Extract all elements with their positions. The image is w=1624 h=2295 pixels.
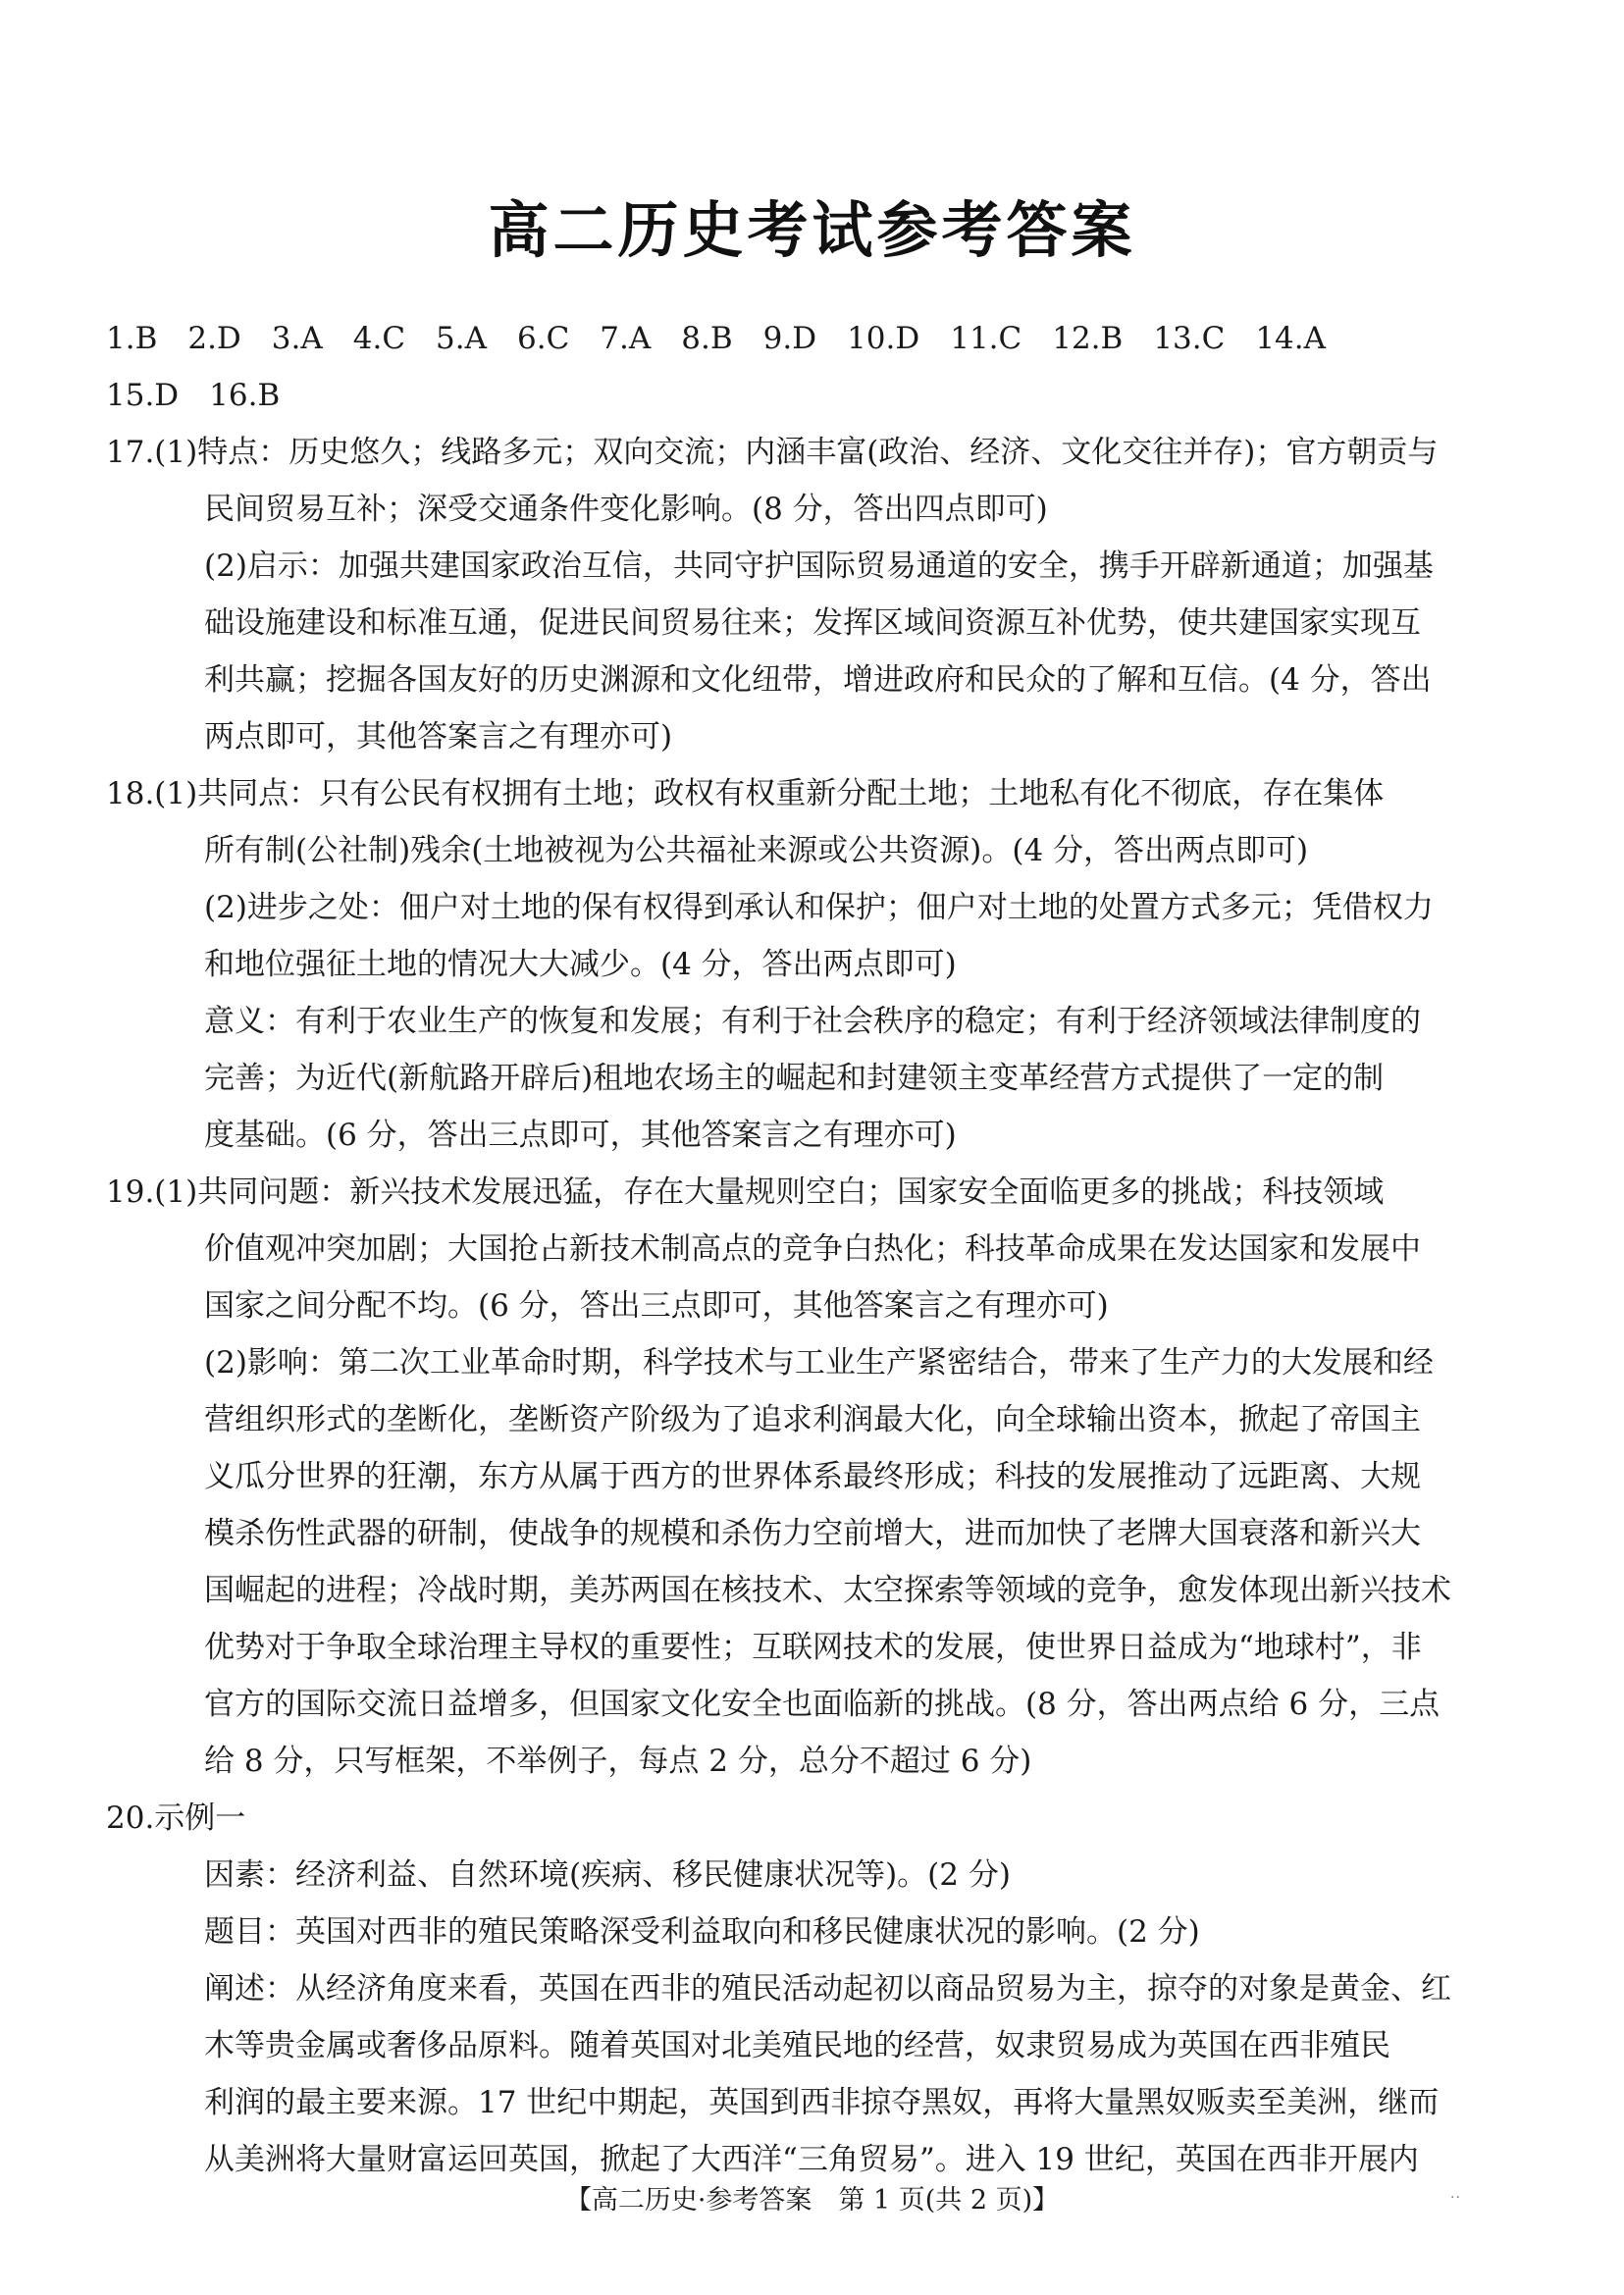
answer-line: 官方的国际交流日益增多，但国家文化安全也面临新的挑战。(8 分，答出两点给 6 分，三点	[204, 1687, 1441, 1722]
answer-line: 础设施建设和标准互通，促进民间贸易往来；发挥区域间资源互补优势，使共建国家实现互	[204, 605, 1421, 641]
answer-line: 18.(1)共同点：只有公民有权拥有土地；政权有权重新分配土地；土地私有化不彻底，存在集体	[106, 776, 1385, 811]
answer-line: 15.D 16.B	[106, 378, 281, 413]
answer-line: 因素：经济利益、自然环境(疾病、移民健康状况等)。(2 分)	[204, 1857, 1011, 1893]
answer-line: 国崛起的进程；冷战时期，美苏两国在核技术、太空探索等领域的竞争，愈发体现出新兴技术	[204, 1573, 1451, 1608]
answer-line: 木等贵金属或奢侈品原料。随着英国对北美殖民地的经营，奴隶贸易成为英国在西非殖民	[204, 2028, 1390, 2063]
answer-line: 两点即可，其他答案言之有理亦可)	[204, 719, 673, 755]
answer-line: 意义：有利于农业生产的恢复和发展；有利于社会秩序的稳定；有利于经济领域法律制度的	[204, 1004, 1421, 1039]
answer-line: 度基础。(6 分，答出三点即可，其他答案言之有理亦可)	[204, 1118, 957, 1153]
answer-line: 所有制(公社制)残余(土地被视为公共福祉来源或公共资源)。(4 分，答出两点即可)	[204, 833, 1309, 868]
answer-line: 民间贸易互补；深受交通条件变化影响。(8 分，答出四点即可)	[204, 492, 1048, 527]
answer-line: 价值观冲突加剧；大国抢占新技术制高点的竞争白热化；科技革命成果在发达国家和发展中	[204, 1231, 1421, 1267]
answer-line: 19.(1)共同问题：新兴技术发展迅猛，存在大量规则空白；国家安全面临更多的挑战；科技领域	[106, 1174, 1385, 1210]
answer-line: 模杀伤性武器的研制，使战争的规模和杀伤力空前增大，进而加快了老牌大国衰落和新兴大	[204, 1516, 1421, 1551]
answer-line: 从美洲将大量财富运回英国，掀起了大西洋“三角贸易”。进入 19 世纪，英国在西非开展内	[204, 2142, 1419, 2177]
answer-line: (2)影响：第二次工业革命时期，科学技术与工业生产紧密结合，带来了生产力的大发展和经	[204, 1345, 1434, 1381]
answer-line: (2)进步之处：佃户对土地的保有权得到承认和保护；佃户对土地的处置方式多元；凭借权力	[204, 890, 1434, 925]
answer-line: 利润的最主要来源。17 世纪中期起，英国到西非掠夺黑奴，再将大量黑奴贩卖至美洲，继而	[204, 2085, 1440, 2120]
answer-line: 阐述：从经济角度来看，英国在西非的殖民活动起初以商品贸易为主，掠夺的对象是黄金、红	[204, 1971, 1451, 2007]
answer-line: 义瓜分世界的狂潮，东方从属于西方的世界体系最终形成；科技的发展推动了远距离、大规	[204, 1459, 1421, 1494]
answer-line: 和地位强征土地的情况大大减少。(4 分，答出两点即可)	[204, 947, 957, 982]
answer-line: 1.B 2.D 3.A 4.C 5.A 6.C 7.A 8.B 9.D 10.D 11.C 12.B 13.C 14.A	[106, 321, 1327, 356]
answer-line: 题目：英国对西非的殖民策略深受利益取向和移民健康状况的影响。(2 分)	[204, 1914, 1200, 1950]
answer-line: 完善；为近代(新航路开辟后)租地农场主的崛起和封建领主变革经营方式提供了一定的制	[204, 1061, 1385, 1096]
page-title: 高二历史考试参考答案	[488, 194, 1136, 266]
answer-line: 利共赢；挖掘各国友好的历史渊源和文化纽带，增进政府和民众的了解和互信。(4 分，答出	[204, 662, 1432, 698]
answer-line: 营组织形式的垄断化，垄断资产阶级为了追求利润最大化，向全球输出资本，掀起了帝国主	[204, 1402, 1421, 1437]
answer-line: 国家之间分配不均。(6 分，答出三点即可，其他答案言之有理亦可)	[204, 1288, 1109, 1324]
page-footer: 【高二历史·参考答案 第 1 页(共 2 页)】	[564, 2185, 1060, 2216]
answer-line: 17.(1)特点：历史悠久；线路多元；双向交流；内涵丰富(政治、经济、文化交往并存)；官方朝贡与	[106, 435, 1439, 470]
answer-line: (2)启示：加强共建国家政治互信，共同守护国际贸易通道的安全，携手开辟新通道；加强基	[204, 548, 1434, 584]
answer-line: 20.示例一	[106, 1800, 246, 1836]
answer-line: 给 8 分，只写框架，不举例子，每点 2 分，总分不超过 6 分)	[204, 1744, 1032, 1779]
answer-line: 优势对于争取全球治理主导权的重要性；互联网技术的发展，使世界日益成为“地球村”，非	[204, 1630, 1422, 1665]
corner-mark: ··	[1450, 2190, 1461, 2206]
